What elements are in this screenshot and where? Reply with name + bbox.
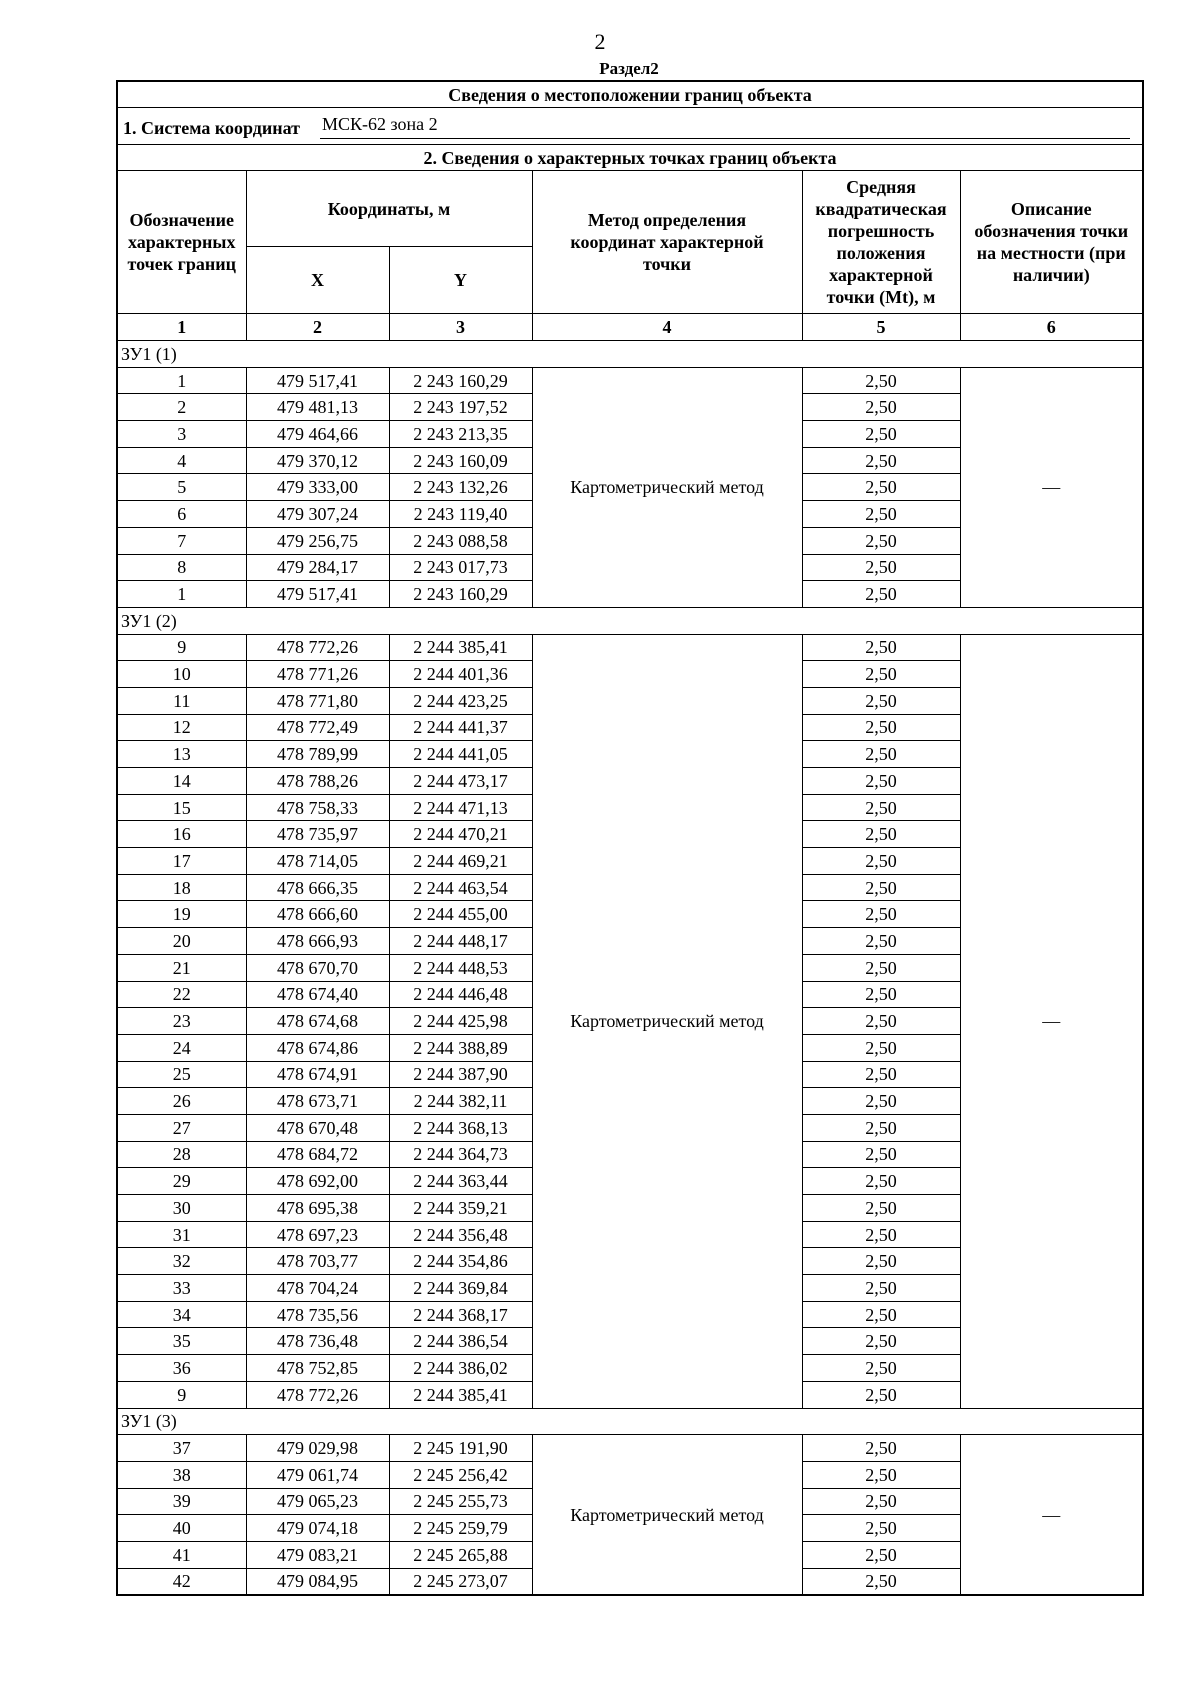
accuracy-value: 2,50 — [802, 1034, 960, 1061]
coord-x: 478 771,26 — [246, 661, 389, 688]
point-number: 23 — [117, 1008, 246, 1035]
coord-x: 478 684,72 — [246, 1141, 389, 1168]
header-x: X — [246, 247, 389, 314]
point-number: 11 — [117, 687, 246, 714]
accuracy-value: 2,50 — [802, 1381, 960, 1408]
accuracy-value: 2,50 — [802, 768, 960, 795]
coord-x: 478 674,86 — [246, 1034, 389, 1061]
coord-x: 478 674,68 — [246, 1008, 389, 1035]
coord-y: 2 244 368,17 — [389, 1301, 532, 1328]
accuracy-value: 2,50 — [802, 874, 960, 901]
point-number: 41 — [117, 1541, 246, 1568]
coord-y: 2 245 255,73 — [389, 1488, 532, 1515]
accuracy-value: 2,50 — [802, 421, 960, 448]
coord-x: 478 772,26 — [246, 1381, 389, 1408]
header-coordinates: Координаты, м — [246, 171, 532, 247]
point-number: 37 — [117, 1435, 246, 1462]
coord-y: 2 244 385,41 — [389, 634, 532, 661]
accuracy-value: 2,50 — [802, 581, 960, 608]
coord-y: 2 244 359,21 — [389, 1195, 532, 1222]
accuracy-value: 2,50 — [802, 901, 960, 928]
point-number: 28 — [117, 1141, 246, 1168]
coord-y: 2 244 388,89 — [389, 1034, 532, 1061]
accuracy-value: 2,50 — [802, 1114, 960, 1141]
accuracy-value: 2,50 — [802, 928, 960, 955]
coord-x: 479 517,41 — [246, 581, 389, 608]
coordinate-system-value: МСК-62 зона 2 — [320, 113, 1130, 139]
accuracy-value: 2,50 — [802, 527, 960, 554]
header-y: Y — [389, 247, 532, 314]
accuracy-value: 2,50 — [802, 394, 960, 421]
coord-x: 478 735,97 — [246, 821, 389, 848]
point-number: 14 — [117, 768, 246, 795]
accuracy-value: 2,50 — [802, 1301, 960, 1328]
coord-y: 2 243 017,73 — [389, 554, 532, 581]
column-number: 3 — [389, 314, 532, 341]
accuracy-value: 2,50 — [802, 1195, 960, 1222]
description-cell: — — [960, 367, 1143, 607]
point-number: 9 — [117, 1381, 246, 1408]
page-number: 2 — [594, 29, 606, 54]
table-title-row — [117, 81, 1143, 108]
accuracy-value: 2,50 — [802, 1248, 960, 1275]
coord-x: 478 703,77 — [246, 1248, 389, 1275]
method-cell: Картометрический метод — [532, 367, 802, 607]
coord-y: 2 245 265,88 — [389, 1541, 532, 1568]
point-number: 24 — [117, 1034, 246, 1061]
point-number: 13 — [117, 741, 246, 768]
accuracy-value: 2,50 — [802, 1488, 960, 1515]
accuracy-value: 2,50 — [802, 1568, 960, 1595]
group-label: ЗУ1 (2) — [117, 607, 1143, 634]
point-number: 9 — [117, 634, 246, 661]
column-number: 2 — [246, 314, 389, 341]
coord-y: 2 244 470,21 — [389, 821, 532, 848]
point-number: 10 — [117, 661, 246, 688]
coord-y: 2 244 386,02 — [389, 1355, 532, 1382]
coord-x: 479 083,21 — [246, 1541, 389, 1568]
group-label: ЗУ1 (3) — [117, 1408, 1143, 1435]
point-number: 21 — [117, 954, 246, 981]
coord-y: 2 244 356,48 — [389, 1221, 532, 1248]
coord-x: 479 333,00 — [246, 474, 389, 501]
coord-y: 2 244 441,05 — [389, 741, 532, 768]
coord-y: 2 245 191,90 — [389, 1435, 532, 1462]
accuracy-value: 2,50 — [802, 741, 960, 768]
point-number: 36 — [117, 1355, 246, 1382]
point-number: 26 — [117, 1088, 246, 1115]
coord-x: 479 061,74 — [246, 1461, 389, 1488]
coordinate-system-line — [123, 113, 1130, 139]
coord-y: 2 245 259,79 — [389, 1515, 532, 1542]
point-number: 15 — [117, 794, 246, 821]
coord-x: 479 370,12 — [246, 447, 389, 474]
point-number: 34 — [117, 1301, 246, 1328]
accuracy-value: 2,50 — [802, 714, 960, 741]
coord-x: 478 674,91 — [246, 1061, 389, 1088]
coord-x: 479 065,23 — [246, 1488, 389, 1515]
description-cell: — — [960, 1435, 1143, 1596]
coord-x: 479 464,66 — [246, 421, 389, 448]
accuracy-value: 2,50 — [802, 447, 960, 474]
coord-y: 2 243 197,52 — [389, 394, 532, 421]
group-label-row — [117, 607, 1143, 634]
accuracy-value: 2,50 — [802, 1221, 960, 1248]
coord-x: 478 704,24 — [246, 1275, 389, 1302]
point-number: 27 — [117, 1114, 246, 1141]
point-number: 1 — [117, 367, 246, 394]
coord-x: 478 752,85 — [246, 1355, 389, 1382]
point-number: 29 — [117, 1168, 246, 1195]
coord-y: 2 244 448,53 — [389, 954, 532, 981]
coord-y: 2 244 441,37 — [389, 714, 532, 741]
point-number: 30 — [117, 1195, 246, 1222]
point-number: 1 — [117, 581, 246, 608]
accuracy-value: 2,50 — [802, 1061, 960, 1088]
accuracy-value: 2,50 — [802, 554, 960, 581]
accuracy-value: 2,50 — [802, 1275, 960, 1302]
table-subtitle-row — [117, 145, 1143, 171]
coord-y: 2 244 473,17 — [389, 768, 532, 795]
coord-y: 2 245 273,07 — [389, 1568, 532, 1595]
accuracy-value: 2,50 — [802, 1461, 960, 1488]
accuracy-value: 2,50 — [802, 1541, 960, 1568]
table-title: Сведения о местоположении границ объекта — [117, 81, 1143, 108]
accuracy-value: 2,50 — [802, 981, 960, 1008]
point-number: 3 — [117, 421, 246, 448]
accuracy-value: 2,50 — [802, 794, 960, 821]
point-row — [117, 1435, 1143, 1462]
point-number: 12 — [117, 714, 246, 741]
point-number: 6 — [117, 501, 246, 528]
accuracy-value: 2,50 — [802, 634, 960, 661]
point-number: 5 — [117, 474, 246, 501]
accuracy-value: 2,50 — [802, 1008, 960, 1035]
coord-y: 2 244 469,21 — [389, 848, 532, 875]
accuracy-value: 2,50 — [802, 821, 960, 848]
point-number: 7 — [117, 527, 246, 554]
point-number: 32 — [117, 1248, 246, 1275]
point-number: 42 — [117, 1568, 246, 1595]
column-number: 5 — [802, 314, 960, 341]
accuracy-value: 2,50 — [802, 1515, 960, 1542]
coord-x: 478 735,56 — [246, 1301, 389, 1328]
coord-x: 478 666,60 — [246, 901, 389, 928]
coord-x: 478 673,71 — [246, 1088, 389, 1115]
header-method: Метод определения координат характерной точки — [532, 171, 802, 314]
coord-x: 478 697,23 — [246, 1221, 389, 1248]
column-number-row — [117, 314, 1143, 341]
description-cell: — — [960, 634, 1143, 1408]
point-number: 38 — [117, 1461, 246, 1488]
coord-x: 479 256,75 — [246, 527, 389, 554]
accuracy-value: 2,50 — [802, 661, 960, 688]
method-cell: Картометрический метод — [532, 1435, 802, 1596]
coord-y: 2 244 369,84 — [389, 1275, 532, 1302]
point-number: 2 — [117, 394, 246, 421]
coord-x: 478 771,80 — [246, 687, 389, 714]
coord-x: 478 736,48 — [246, 1328, 389, 1355]
coord-x: 478 772,49 — [246, 714, 389, 741]
point-number: 40 — [117, 1515, 246, 1542]
accuracy-value: 2,50 — [802, 1141, 960, 1168]
coord-x: 478 674,40 — [246, 981, 389, 1008]
column-number: 4 — [532, 314, 802, 341]
points-body — [117, 341, 1143, 1596]
accuracy-value: 2,50 — [802, 1088, 960, 1115]
coord-x: 478 758,33 — [246, 794, 389, 821]
coord-y: 2 245 256,42 — [389, 1461, 532, 1488]
point-number: 17 — [117, 848, 246, 875]
coord-y: 2 244 387,90 — [389, 1061, 532, 1088]
point-number: 18 — [117, 874, 246, 901]
coord-x: 478 772,26 — [246, 634, 389, 661]
accuracy-value: 2,50 — [802, 367, 960, 394]
column-header-row — [117, 171, 1143, 247]
coord-y: 2 244 425,98 — [389, 1008, 532, 1035]
coord-y: 2 244 382,11 — [389, 1088, 532, 1115]
coord-x: 478 788,26 — [246, 768, 389, 795]
point-number: 19 — [117, 901, 246, 928]
coord-y: 2 244 446,48 — [389, 981, 532, 1008]
accuracy-value: 2,50 — [802, 1328, 960, 1355]
coord-y: 2 243 088,58 — [389, 527, 532, 554]
coord-x: 478 666,93 — [246, 928, 389, 955]
coord-x: 479 481,13 — [246, 394, 389, 421]
coord-y: 2 243 160,29 — [389, 367, 532, 394]
coord-y: 2 244 463,54 — [389, 874, 532, 901]
coord-y: 2 244 423,25 — [389, 687, 532, 714]
coord-y: 2 244 448,17 — [389, 928, 532, 955]
coord-x: 478 670,48 — [246, 1114, 389, 1141]
table-subtitle: 2. Сведения о характерных точках границ объекта — [117, 145, 1143, 171]
coord-x: 478 670,70 — [246, 954, 389, 981]
point-number: 20 — [117, 928, 246, 955]
coord-y: 2 243 213,35 — [389, 421, 532, 448]
accuracy-value: 2,50 — [802, 848, 960, 875]
table-header — [117, 81, 1143, 341]
coord-x: 479 517,41 — [246, 367, 389, 394]
coord-y: 2 244 363,44 — [389, 1168, 532, 1195]
coordinate-system-label: 1. Система координат — [123, 118, 300, 138]
group-label: ЗУ1 (1) — [117, 341, 1143, 368]
coord-x: 478 789,99 — [246, 741, 389, 768]
coord-y: 2 243 160,29 — [389, 581, 532, 608]
header-accuracy: Средняя квадратическая погрешность положения характерной точки (Mt), м — [802, 171, 960, 314]
coord-x: 478 714,05 — [246, 848, 389, 875]
group-label-row — [117, 341, 1143, 368]
boundary-points-table — [116, 80, 1144, 1596]
point-number: 25 — [117, 1061, 246, 1088]
header-description: Описание обозначения точки на местности (при наличии) — [960, 171, 1143, 314]
accuracy-value: 2,50 — [802, 1355, 960, 1382]
coord-y: 2 243 119,40 — [389, 501, 532, 528]
coordinate-system-row — [117, 108, 1143, 145]
coord-y: 2 244 471,13 — [389, 794, 532, 821]
column-number: 6 — [960, 314, 1143, 341]
coord-y: 2 244 455,00 — [389, 901, 532, 928]
point-number: 22 — [117, 981, 246, 1008]
coord-y: 2 244 368,13 — [389, 1114, 532, 1141]
coord-y: 2 244 401,36 — [389, 661, 532, 688]
point-row — [117, 634, 1143, 661]
column-number: 1 — [117, 314, 246, 341]
point-number: 16 — [117, 821, 246, 848]
point-number: 39 — [117, 1488, 246, 1515]
section-title: Раздел2 — [599, 59, 659, 78]
accuracy-value: 2,50 — [802, 954, 960, 981]
coord-y: 2 243 132,26 — [389, 474, 532, 501]
coord-x: 478 695,38 — [246, 1195, 389, 1222]
coord-y: 2 243 160,09 — [389, 447, 532, 474]
point-number: 8 — [117, 554, 246, 581]
coordinate-system-cell — [117, 108, 1143, 145]
method-cell: Картометрический метод — [532, 634, 802, 1408]
coord-y: 2 244 385,41 — [389, 1381, 532, 1408]
coord-y: 2 244 354,86 — [389, 1248, 532, 1275]
accuracy-value: 2,50 — [802, 474, 960, 501]
coord-x: 478 666,35 — [246, 874, 389, 901]
coord-x: 479 084,95 — [246, 1568, 389, 1595]
accuracy-value: 2,50 — [802, 1168, 960, 1195]
point-row — [117, 367, 1143, 394]
point-number: 31 — [117, 1221, 246, 1248]
point-number: 33 — [117, 1275, 246, 1302]
coord-x: 479 074,18 — [246, 1515, 389, 1542]
header-point-designation: Обозначение характерных точек границ — [117, 171, 246, 314]
coord-y: 2 244 386,54 — [389, 1328, 532, 1355]
point-number: 35 — [117, 1328, 246, 1355]
accuracy-value: 2,50 — [802, 687, 960, 714]
group-label-row — [117, 1408, 1143, 1435]
accuracy-value: 2,50 — [802, 501, 960, 528]
coord-x: 479 307,24 — [246, 501, 389, 528]
coord-y: 2 244 364,73 — [389, 1141, 532, 1168]
coord-x: 479 029,98 — [246, 1435, 389, 1462]
coord-x: 478 692,00 — [246, 1168, 389, 1195]
point-number: 4 — [117, 447, 246, 474]
coord-x: 479 284,17 — [246, 554, 389, 581]
accuracy-value: 2,50 — [802, 1435, 960, 1462]
